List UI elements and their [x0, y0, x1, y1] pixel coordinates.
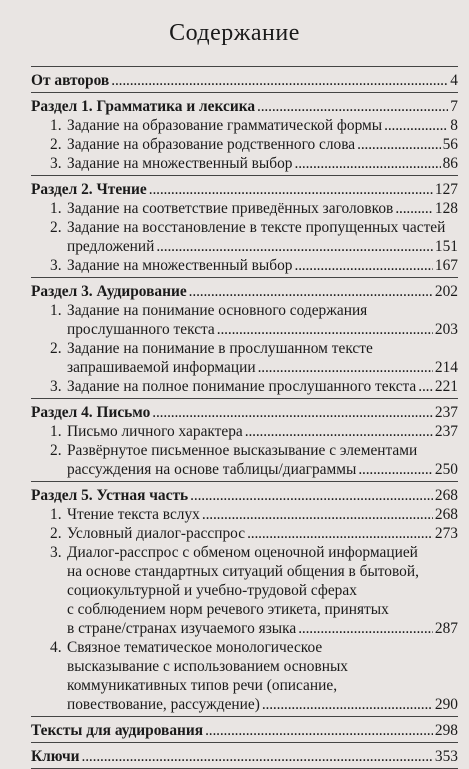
item-number: 3.	[50, 544, 62, 561]
toc-item	[31, 339, 458, 377]
toc-item	[31, 422, 458, 441]
item-text-line: Задание на понимание основного содержания	[67, 302, 368, 319]
toc-line	[67, 695, 458, 714]
dot-leader	[395, 199, 433, 218]
item-number: 3.	[50, 378, 62, 395]
item-body	[50, 543, 458, 638]
item-number: 1.	[50, 423, 62, 440]
section-heading	[31, 747, 458, 766]
toc-entry-title: Чтение текста вслух	[67, 506, 200, 523]
toc-entry-title: Задание на соответствие приведённых заголовков	[67, 200, 394, 217]
dot-leader	[295, 154, 441, 173]
page-number: 202	[434, 283, 458, 300]
toc-item	[31, 301, 458, 339]
toc-entry-title: Раздел 1. Грамматика и лексика	[31, 98, 256, 115]
dot-leader	[295, 256, 433, 275]
item-body	[50, 135, 458, 154]
item-text-line: Развёрнутое письменное высказывание с элементами	[67, 442, 418, 459]
page-number: 151	[434, 238, 458, 255]
table-of-contents	[31, 66, 458, 769]
section-heading	[31, 180, 458, 199]
toc-line	[31, 282, 458, 301]
page-number: 273	[434, 525, 458, 542]
page-number: 86	[442, 155, 458, 172]
toc-entry-title: Раздел 2. Чтение	[31, 181, 147, 198]
item-text-line: с соблюдением норм речевого этикета, принятых	[67, 601, 389, 618]
dot-leader	[217, 320, 433, 339]
toc-line	[67, 377, 458, 396]
toc-entry-title: предложений	[67, 238, 155, 255]
item-body	[50, 524, 458, 543]
page-number: 127	[434, 181, 458, 198]
toc-item	[31, 638, 458, 714]
page-number: 353	[434, 748, 458, 765]
section-divider	[31, 716, 458, 717]
item-number: 3.	[50, 155, 62, 172]
page-number: 290	[434, 696, 458, 713]
toc-line	[67, 237, 458, 256]
toc-entry-title: запрашиваемой информации	[67, 359, 256, 376]
page-title: Содержание	[169, 20, 300, 46]
page-number: 167	[434, 257, 458, 274]
item-text-line: высказывание с использованием основных	[67, 658, 349, 675]
section-divider	[31, 277, 458, 278]
toc-line	[31, 71, 458, 90]
section-heading	[31, 282, 458, 301]
toc-line	[67, 619, 458, 638]
page-number: 203	[434, 321, 458, 338]
item-number: 3.	[50, 257, 62, 274]
toc-line	[31, 747, 458, 766]
item-body	[50, 256, 458, 275]
item-text-line: на основе стандартных ситуаций общения в бытовой,	[67, 563, 419, 580]
toc-item	[31, 218, 458, 256]
item-number: 4.	[50, 639, 62, 656]
toc-item	[31, 377, 458, 396]
page-number: 287	[434, 620, 458, 637]
item-body	[50, 199, 458, 218]
dot-leader	[205, 721, 433, 740]
dot-leader	[298, 619, 433, 638]
toc-line	[31, 403, 458, 422]
item-body	[50, 116, 458, 135]
toc-line	[67, 524, 458, 543]
toc-entry-title: Задание на множественный выбор	[67, 155, 293, 172]
toc-line	[67, 422, 458, 441]
toc-section	[31, 747, 458, 766]
item-text-line: Задание на восстановление в тексте пропущенных частей	[67, 219, 446, 236]
toc-line	[67, 135, 458, 154]
dot-leader	[384, 116, 448, 135]
toc-line	[67, 460, 458, 479]
dot-leader	[357, 135, 440, 154]
toc-section	[31, 282, 458, 396]
section-heading	[31, 97, 458, 116]
toc-entry-title: рассуждения на основе таблицы/диаграммы	[67, 461, 357, 478]
toc-item	[31, 154, 458, 173]
page-number: 56	[442, 136, 458, 153]
toc-entry-title: Раздел 5. Устная часть	[31, 487, 189, 504]
section-divider	[31, 398, 458, 399]
page-number: 8	[450, 117, 458, 134]
item-number: 2.	[50, 136, 62, 153]
toc-section	[31, 97, 458, 173]
section-heading	[31, 71, 458, 90]
dot-leader	[257, 97, 448, 116]
toc-entry-title: прослушанного текста	[67, 321, 215, 338]
section-divider	[31, 175, 458, 176]
page-number: 268	[434, 487, 458, 504]
item-body	[50, 441, 458, 479]
dot-leader	[202, 505, 433, 524]
page-number: 4	[450, 72, 458, 89]
toc-section	[31, 180, 458, 275]
section-divider	[31, 481, 458, 482]
dot-leader	[190, 486, 433, 505]
dot-leader	[149, 180, 433, 199]
toc-entry-title: Задание на множественный выбор	[67, 257, 293, 274]
page-number: 268	[434, 506, 458, 523]
item-text-line: Связное тематическое монологическое	[67, 639, 323, 656]
toc-item	[31, 543, 458, 638]
toc-line	[67, 505, 458, 524]
toc-item	[31, 256, 458, 275]
toc-entry-title: Раздел 4. Письмо	[31, 404, 151, 421]
dot-leader	[111, 71, 448, 90]
dot-leader	[358, 460, 433, 479]
toc-line	[67, 116, 458, 135]
toc-entry-title: Тексты для аудирования	[31, 722, 204, 739]
dot-leader	[247, 524, 433, 543]
page-number: 298	[434, 722, 458, 739]
item-number: 1.	[50, 302, 62, 319]
toc-section	[31, 486, 458, 714]
toc-line	[31, 721, 458, 740]
page-number: 250	[434, 461, 458, 478]
page-number: 214	[434, 359, 458, 376]
toc-entry-title: От авторов	[31, 72, 110, 89]
toc-line	[67, 256, 458, 275]
section-heading	[31, 403, 458, 422]
item-number: 1.	[50, 506, 62, 523]
toc-line	[67, 154, 458, 173]
item-text-line: Задание на понимание в прослушанном тексте	[67, 340, 373, 357]
toc-item	[31, 199, 458, 218]
item-text-line: социокультурной и учебно-трудовой сферах	[67, 582, 357, 599]
item-text-line: коммуникативных типов речи (описание,	[67, 677, 338, 694]
section-divider	[31, 66, 458, 67]
dot-leader	[418, 377, 433, 396]
dot-leader	[152, 403, 433, 422]
item-body	[50, 505, 458, 524]
toc-entry-title: Задание на полное понимание прослушанного текста	[67, 378, 417, 395]
toc-entry-title: Задание на образование грамматической формы	[67, 117, 383, 134]
item-text-line: Диалог-расспрос с обменом оценочной информацией	[67, 544, 418, 561]
page-number: 237	[434, 423, 458, 440]
page-number: 237	[434, 404, 458, 421]
toc-entry-title: Условный диалог-расспрос	[67, 525, 246, 542]
section-divider	[31, 742, 458, 743]
dot-leader	[258, 358, 433, 377]
toc-section	[31, 71, 458, 90]
item-body	[50, 218, 458, 256]
dot-leader	[189, 282, 433, 301]
item-body	[50, 377, 458, 396]
toc-line	[31, 97, 458, 116]
toc-item	[31, 524, 458, 543]
toc-entry-title: в стране/странах изучаемого языка	[67, 620, 297, 637]
dot-leader	[262, 695, 433, 714]
item-number: 2.	[50, 442, 62, 459]
dot-leader	[245, 422, 433, 441]
toc-line	[31, 180, 458, 199]
toc-line	[67, 320, 458, 339]
toc-section	[31, 403, 458, 479]
item-number: 1.	[50, 117, 62, 134]
item-body	[50, 638, 458, 714]
item-number: 2.	[50, 219, 62, 236]
item-body	[50, 339, 458, 377]
toc-entry-title: Ключи	[31, 748, 80, 765]
item-body	[50, 422, 458, 441]
toc-entry-title: Задание на образование родственного слова	[67, 136, 356, 153]
section-heading	[31, 721, 458, 740]
item-number: 1.	[50, 200, 62, 217]
toc-entry-title: Письмо личного характера	[67, 423, 243, 440]
section-divider	[31, 92, 458, 93]
item-body	[50, 154, 458, 173]
dot-leader	[156, 237, 433, 256]
toc-entry-title: Раздел 3. Аудирование	[31, 283, 187, 300]
toc-item	[31, 441, 458, 479]
toc-entry-title: повествование, рассуждение)	[67, 696, 260, 713]
page-number: 128	[434, 200, 458, 217]
dot-leader	[82, 747, 433, 766]
toc-line	[67, 199, 458, 218]
page-number: 221	[434, 378, 458, 395]
toc-section	[31, 721, 458, 740]
page-number: 7	[450, 98, 458, 115]
item-body	[50, 301, 458, 339]
toc-item	[31, 505, 458, 524]
toc-item	[31, 116, 458, 135]
toc-line	[31, 486, 458, 505]
section-heading	[31, 486, 458, 505]
toc-item	[31, 135, 458, 154]
item-number: 2.	[50, 340, 62, 357]
toc-line	[67, 358, 458, 377]
item-number: 2.	[50, 525, 62, 542]
